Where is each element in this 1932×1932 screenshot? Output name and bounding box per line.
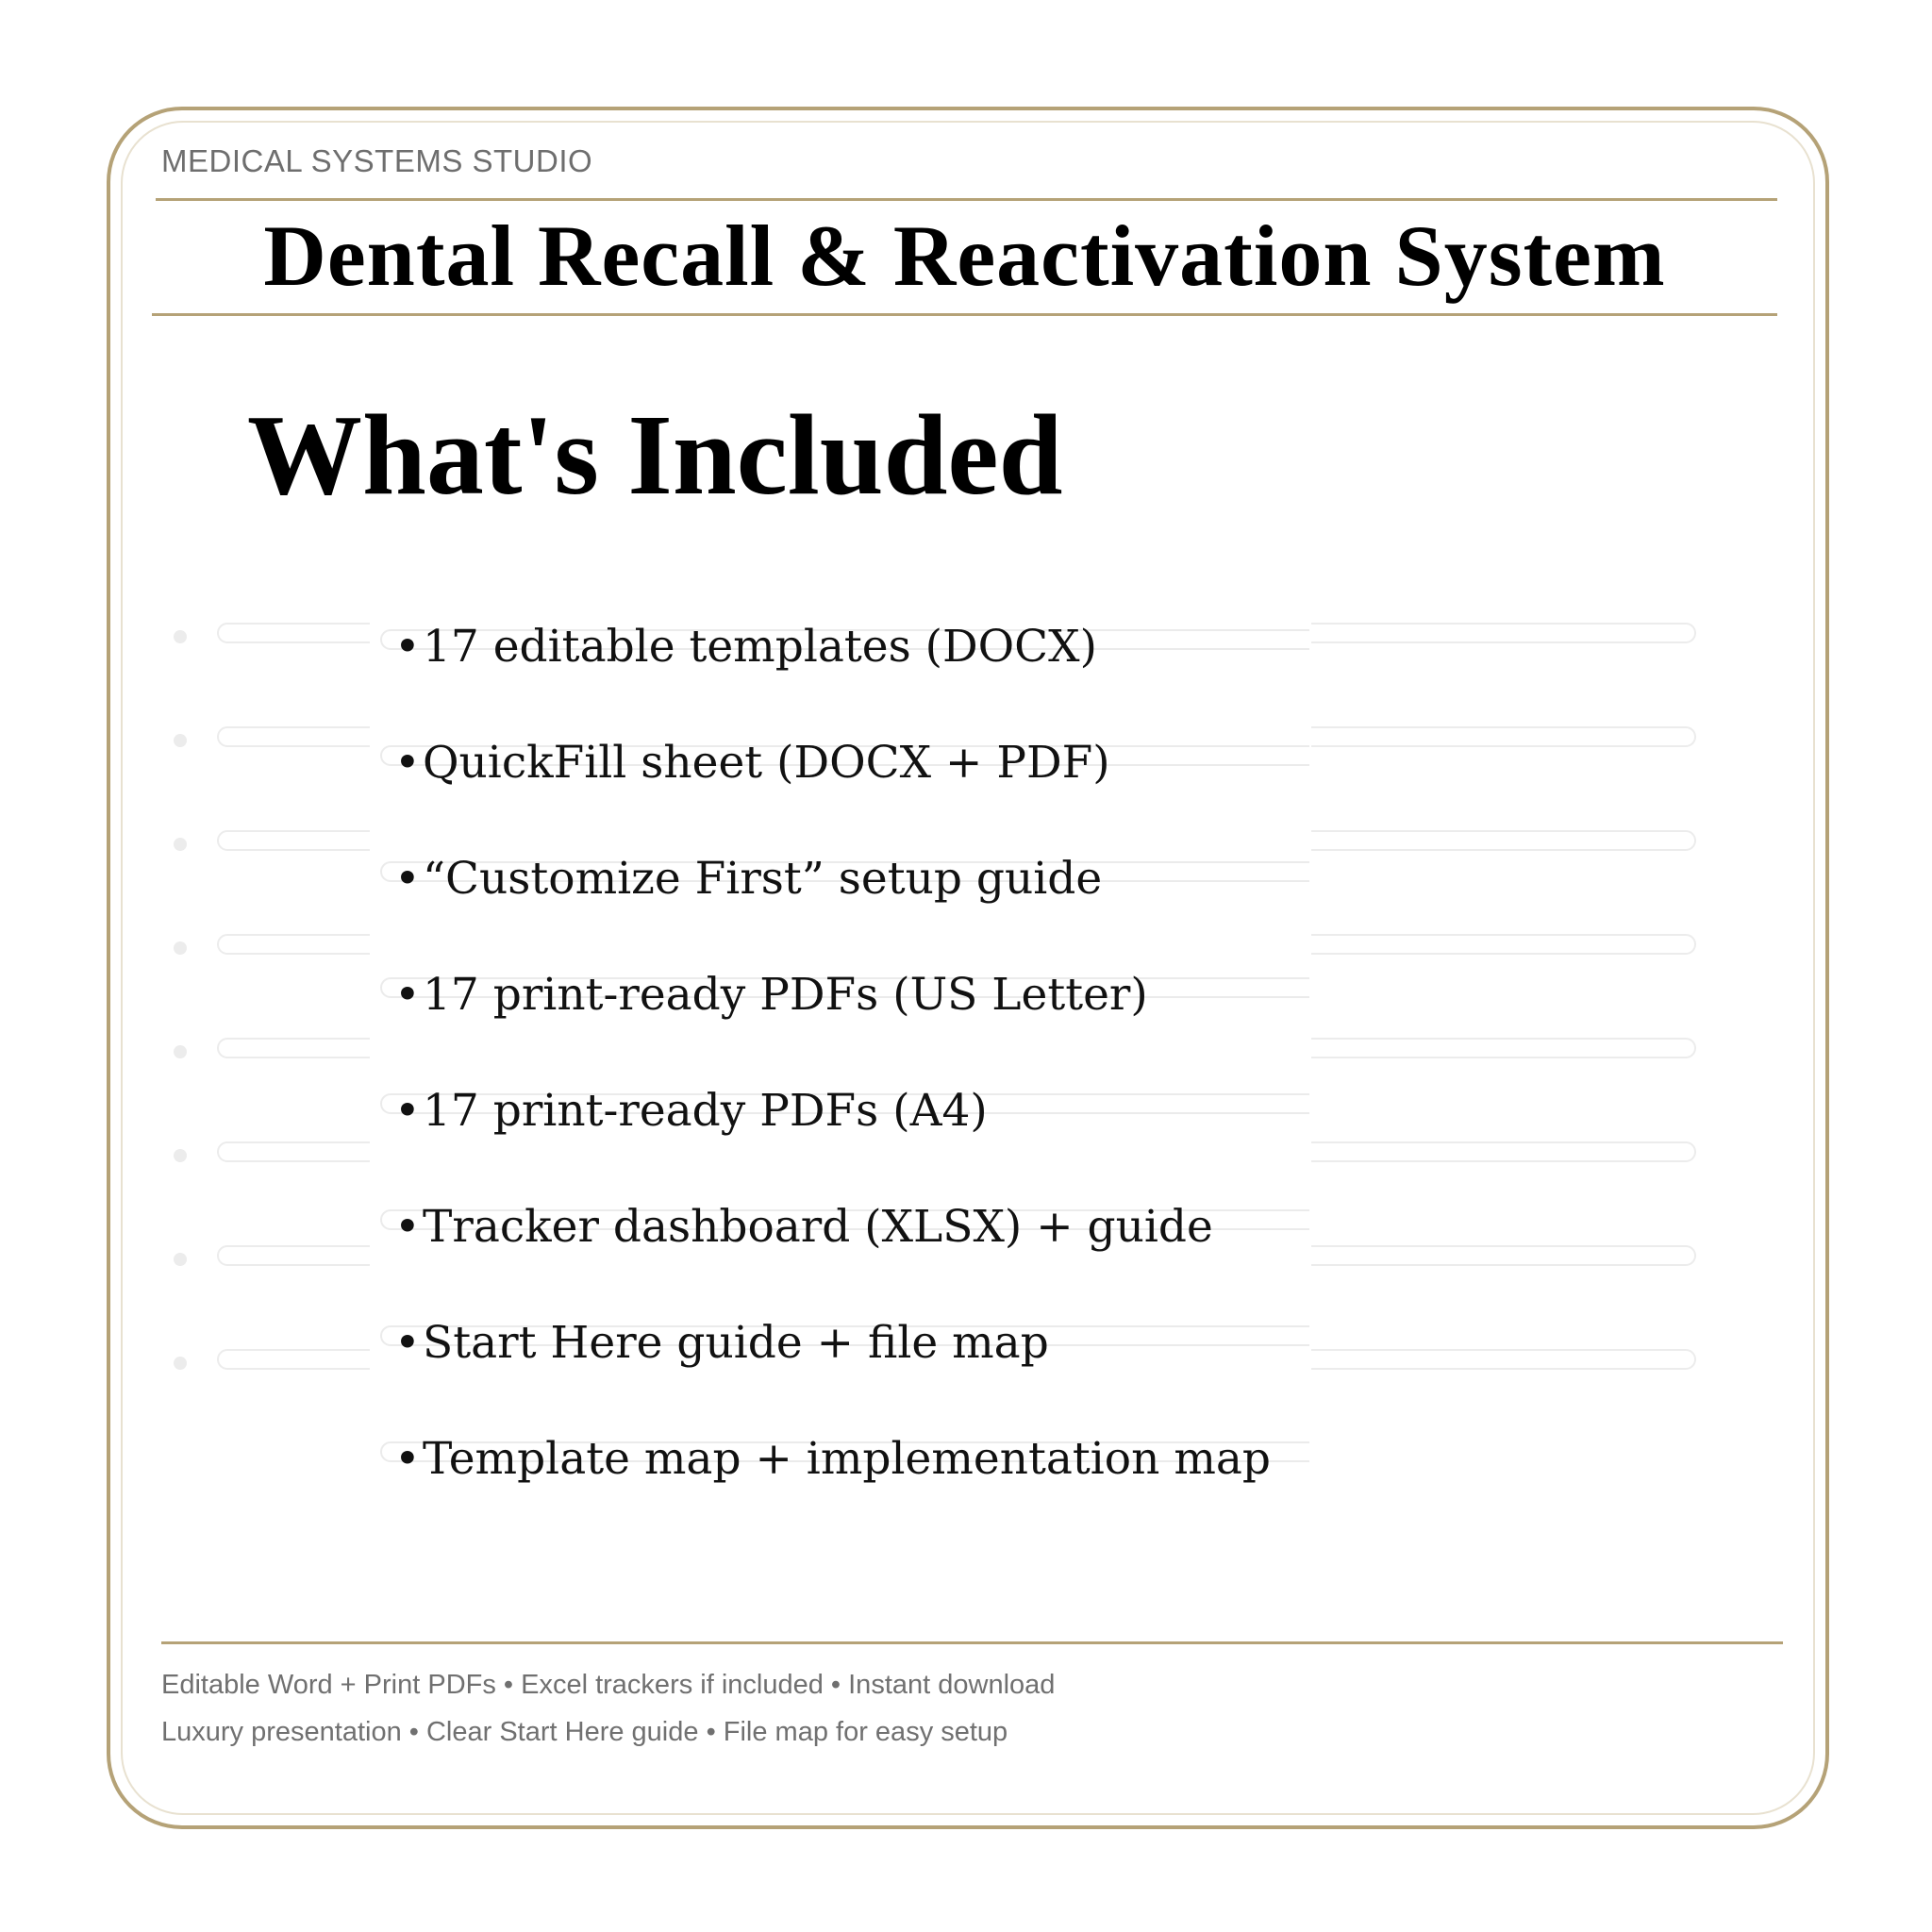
- included-item: [394, 1201, 1213, 1253]
- bullet-icon: •: [394, 1433, 421, 1485]
- included-item: [394, 1317, 1049, 1369]
- page-title: Dental Recall & Reactivation System: [263, 208, 1666, 304]
- brand-label: MEDICAL SYSTEMS STUDIO: [161, 143, 593, 178]
- ghost-dot: [174, 1045, 187, 1058]
- included-item-label: Tracker dashboard (XLSX) + guide: [423, 1201, 1213, 1253]
- bullet-icon: •: [394, 737, 421, 789]
- bullet-icon: •: [394, 969, 421, 1021]
- bullet-icon: •: [394, 853, 421, 905]
- footer-line-1: Editable Word + Print PDFs • Excel trackers if included • Instant download: [161, 1670, 1056, 1700]
- included-item-label: 17 editable templates (DOCX): [423, 621, 1097, 673]
- ghost-dot: [174, 630, 187, 643]
- included-item-label: QuickFill sheet (DOCX + PDF): [423, 737, 1110, 789]
- ghost-dot: [174, 1357, 187, 1370]
- included-item-label: “Customize First” setup guide: [423, 853, 1103, 905]
- included-item: [394, 737, 1110, 789]
- ghost-dot: [174, 941, 187, 955]
- ghost-dot: [174, 734, 187, 747]
- footer-rule: [161, 1641, 1783, 1644]
- included-item-label: 17 print-ready PDFs (A4): [423, 1085, 988, 1137]
- bullet-icon: •: [394, 1201, 421, 1253]
- ghost-dot: [174, 1149, 187, 1162]
- included-item-label: Template map + implementation map: [423, 1433, 1271, 1485]
- bullet-icon: •: [394, 1085, 421, 1137]
- bullet-icon: •: [394, 1317, 421, 1369]
- included-item: [394, 1085, 988, 1137]
- included-item: [394, 853, 1103, 905]
- footer-line-2: Luxury presentation • Clear Start Here guide • File map for easy setup: [161, 1717, 1008, 1747]
- included-item: [394, 969, 1148, 1021]
- bullet-icon: •: [394, 621, 421, 673]
- included-item-label: Start Here guide + file map: [423, 1317, 1049, 1369]
- ghost-dot: [174, 1253, 187, 1266]
- included-item: [394, 621, 1097, 673]
- title-bottom-rule: [152, 313, 1777, 316]
- section-heading: What's Included: [247, 391, 1063, 519]
- ghost-dot: [174, 838, 187, 851]
- included-item-label: 17 print-ready PDFs (US Letter): [423, 969, 1148, 1021]
- included-item: [394, 1433, 1271, 1485]
